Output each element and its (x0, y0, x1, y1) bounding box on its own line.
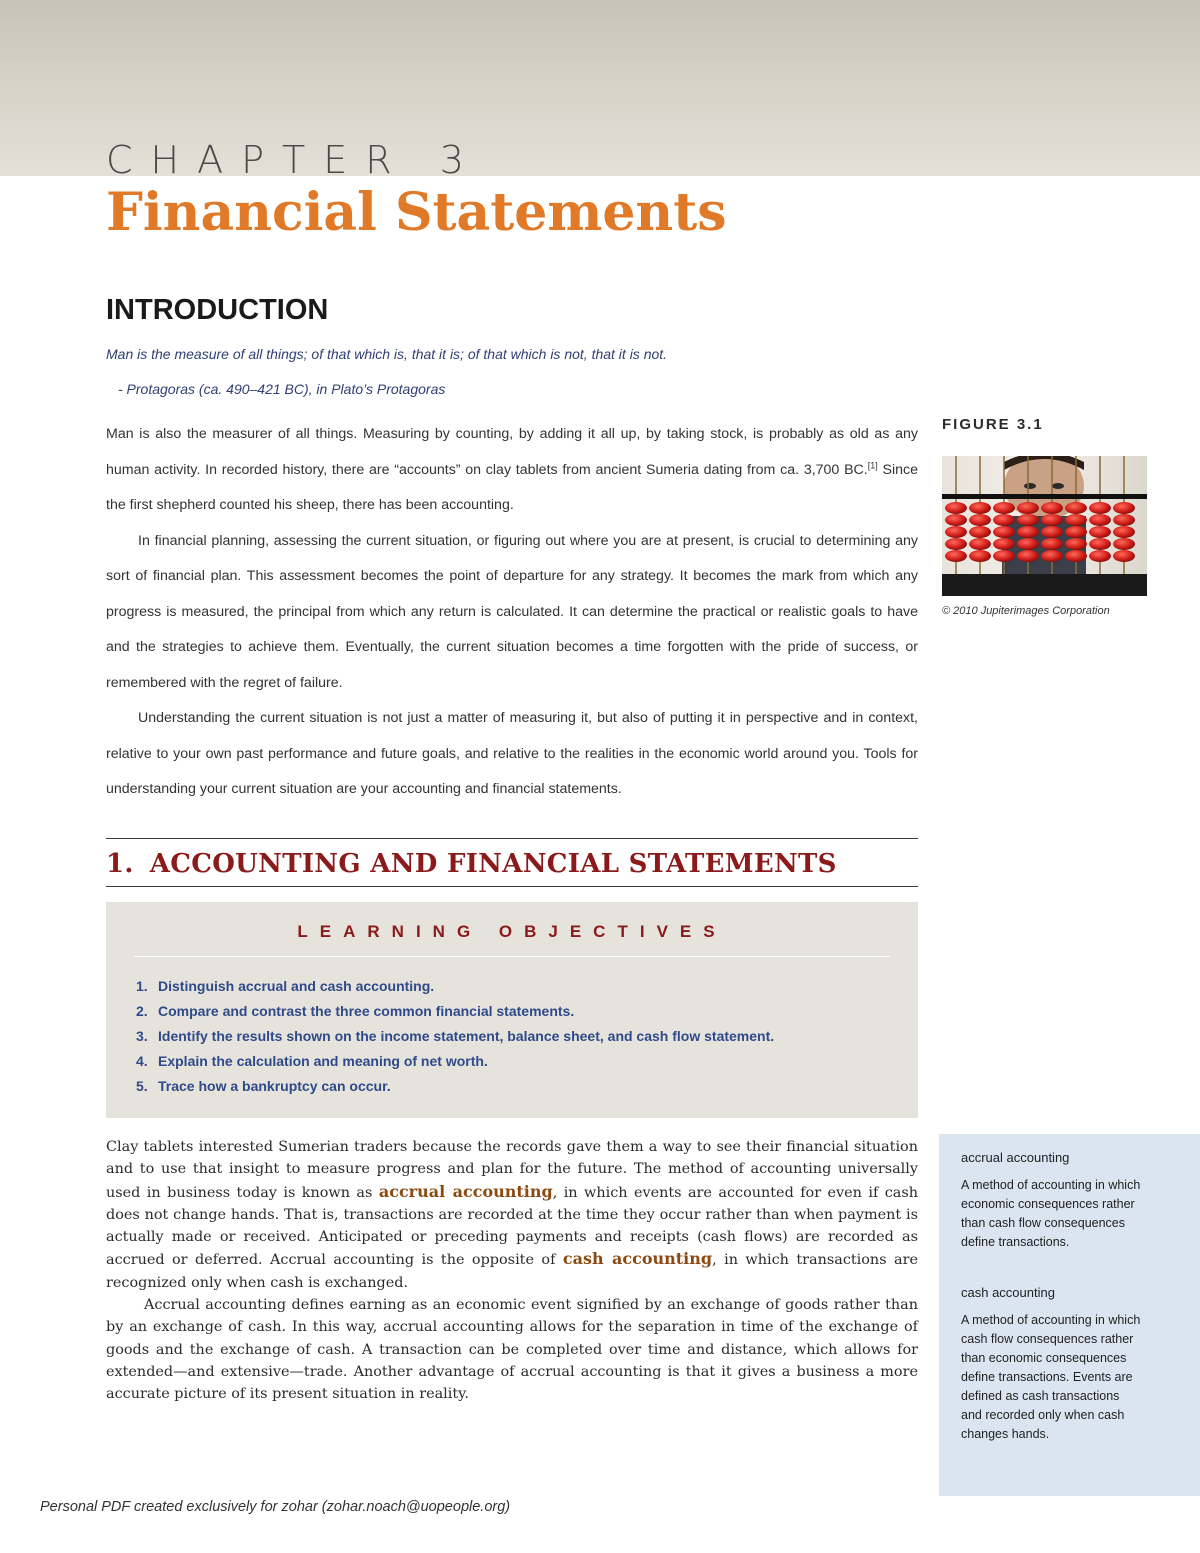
objective-number: 2. (136, 1003, 148, 1019)
body-paragraph-2: Accrual accounting defines earning as an economic event signified by an exchange of goods rather than by an exchange of cash. In this way, accrual accounting allows for the separation in time of the exchange of goods and the exchange of cash. A transaction can be completed over time and distance, which allows for extended—and extensive—trade. Another advantage of accrual accounting is that it gives a business a more accurate picture of its present situation in reality. (106, 1297, 918, 1403)
body-p1-text-c: , in which transactions are recognized only when cash is exchanged. (106, 1252, 918, 1291)
objective-text: Distinguish accrual and cash accounting. (158, 978, 435, 994)
glossary-definition-accrual: A method of accounting in which economic consequences rather than cash flow consequences define transactions. (961, 1178, 1141, 1249)
objective-item (136, 999, 774, 1024)
intro-paragraph-3: Understanding the current situation is not just a matter of measuring it, but also of putting it in perspective and in context, relative to your own past performance and future goals, and relative to the realities in the economic world around you. Tools for understanding your current situation are your accounting and financial statements. (106, 710, 918, 797)
objective-item (136, 1024, 774, 1049)
objective-number: 4. (136, 1053, 148, 1069)
objective-item (136, 974, 774, 999)
introduction-body (106, 417, 918, 808)
body-p1-text-a: Clay tablets interested Sumerian traders because the records gave them a way to see their financial situation and to use that insight to measure progress and plan for the future. The method of accounting universally used in business today is known as (106, 1139, 918, 1201)
section-heading (106, 846, 837, 882)
objective-item (136, 1074, 774, 1099)
intro-p1-text-a: Man is also the measurer of all things. Measuring by counting, by adding it all up, by taking stock, is probably as old as any human activity. In recorded history, there are “accounts” on clay tablets from ancient Sumeria dating from ca. 3,700 BC. (106, 426, 918, 478)
objective-text: Identify the results shown on the income statement, balance sheet, and cash flow statement. (158, 1028, 775, 1044)
objective-text: Compare and contrast the three common financial statements. (158, 1003, 575, 1019)
figure-label: FIGURE 3.1 (942, 416, 1044, 433)
objective-text: Explain the calculation and meaning of net worth. (158, 1053, 488, 1069)
chapter-label: CHAPTER 3 (106, 138, 482, 182)
footer-note: Personal PDF created exclusively for zohar (zohar.noach@uopeople.org) (40, 1499, 511, 1515)
intro-paragraph-1 (106, 417, 918, 524)
chapter-title: Financial Statements (106, 182, 727, 243)
glossary-term-cash: cash accounting (961, 1285, 1055, 1300)
section-rule-bottom (106, 886, 918, 887)
footnote-ref[interactable]: [1] (867, 459, 878, 470)
learning-objectives-title: LEARNING OBJECTIVES (297, 922, 727, 941)
objective-item (136, 1049, 774, 1074)
learning-objectives-list (136, 974, 774, 1099)
epigraph-source: - Protagoras (ca. 490–421 BC), in Plato’s Protagoras (118, 381, 446, 397)
abacus-photo (942, 456, 1147, 596)
section-number: 1. (106, 849, 134, 879)
keyword-accrual-accounting[interactable]: accrual accounting (378, 1181, 553, 1201)
section-body (106, 1136, 918, 1406)
intro-p1-text-b: Since the first shepherd counted his sheep, there has been accounting. (106, 461, 918, 513)
intro-paragraph-2: In financial planning, assessing the current situation, or figuring out where you are at present, is crucial to determining any sort of financial plan. This assessment becomes the point of departure for any strategy. It becomes the mark from which any progress is measured, the principal from which any return is calculated. It can determine the practical or realistic goals to have and the strategies to achieve them. Eventually, the current situation becomes a time forgotten with the pride of success, or remembered with the regret of failure. (106, 532, 918, 691)
objective-number: 1. (136, 978, 148, 994)
body-paragraph-1 (106, 1136, 918, 1294)
body-p1-text-b: , in which events are accounted for even if cash does not change hands. That is, transactions are recorded at the time they occur rather than when payment is actually made or received. Anticipated or preceding payments and receipts (cash flows) are recorded as accrued or deferred. Accrual accounting is the opposite of (106, 1184, 919, 1269)
objective-text: Trace how a bankruptcy can occur. (158, 1078, 391, 1094)
glossary-sidebar (939, 1134, 1200, 1496)
glossary-definition-cash: A method of accounting in which cash flow consequences rather than economic consequences define transactions. Events are defined as cash transactions and recorded only when cash changes hands. (961, 1313, 1141, 1441)
keyword-cash-accounting[interactable]: cash accounting (562, 1249, 713, 1269)
section-rule-top (106, 838, 918, 839)
objective-number: 3. (136, 1028, 148, 1044)
section-title: ACCOUNTING AND FINANCIAL STATEMENTS (149, 849, 837, 879)
learning-objectives-box (106, 902, 918, 1118)
objective-number: 5. (136, 1078, 148, 1094)
epigraph-quote: Man is the measure of all things; of that which is, that it is; of that which is not, that it is not. (106, 346, 668, 362)
figure-credit: © 2010 Jupiterimages Corporation (942, 605, 1110, 617)
glossary-term-accrual: accrual accounting (961, 1150, 1070, 1165)
learning-objectives-divider (134, 956, 890, 957)
introduction-heading: INTRODUCTION (106, 294, 329, 326)
